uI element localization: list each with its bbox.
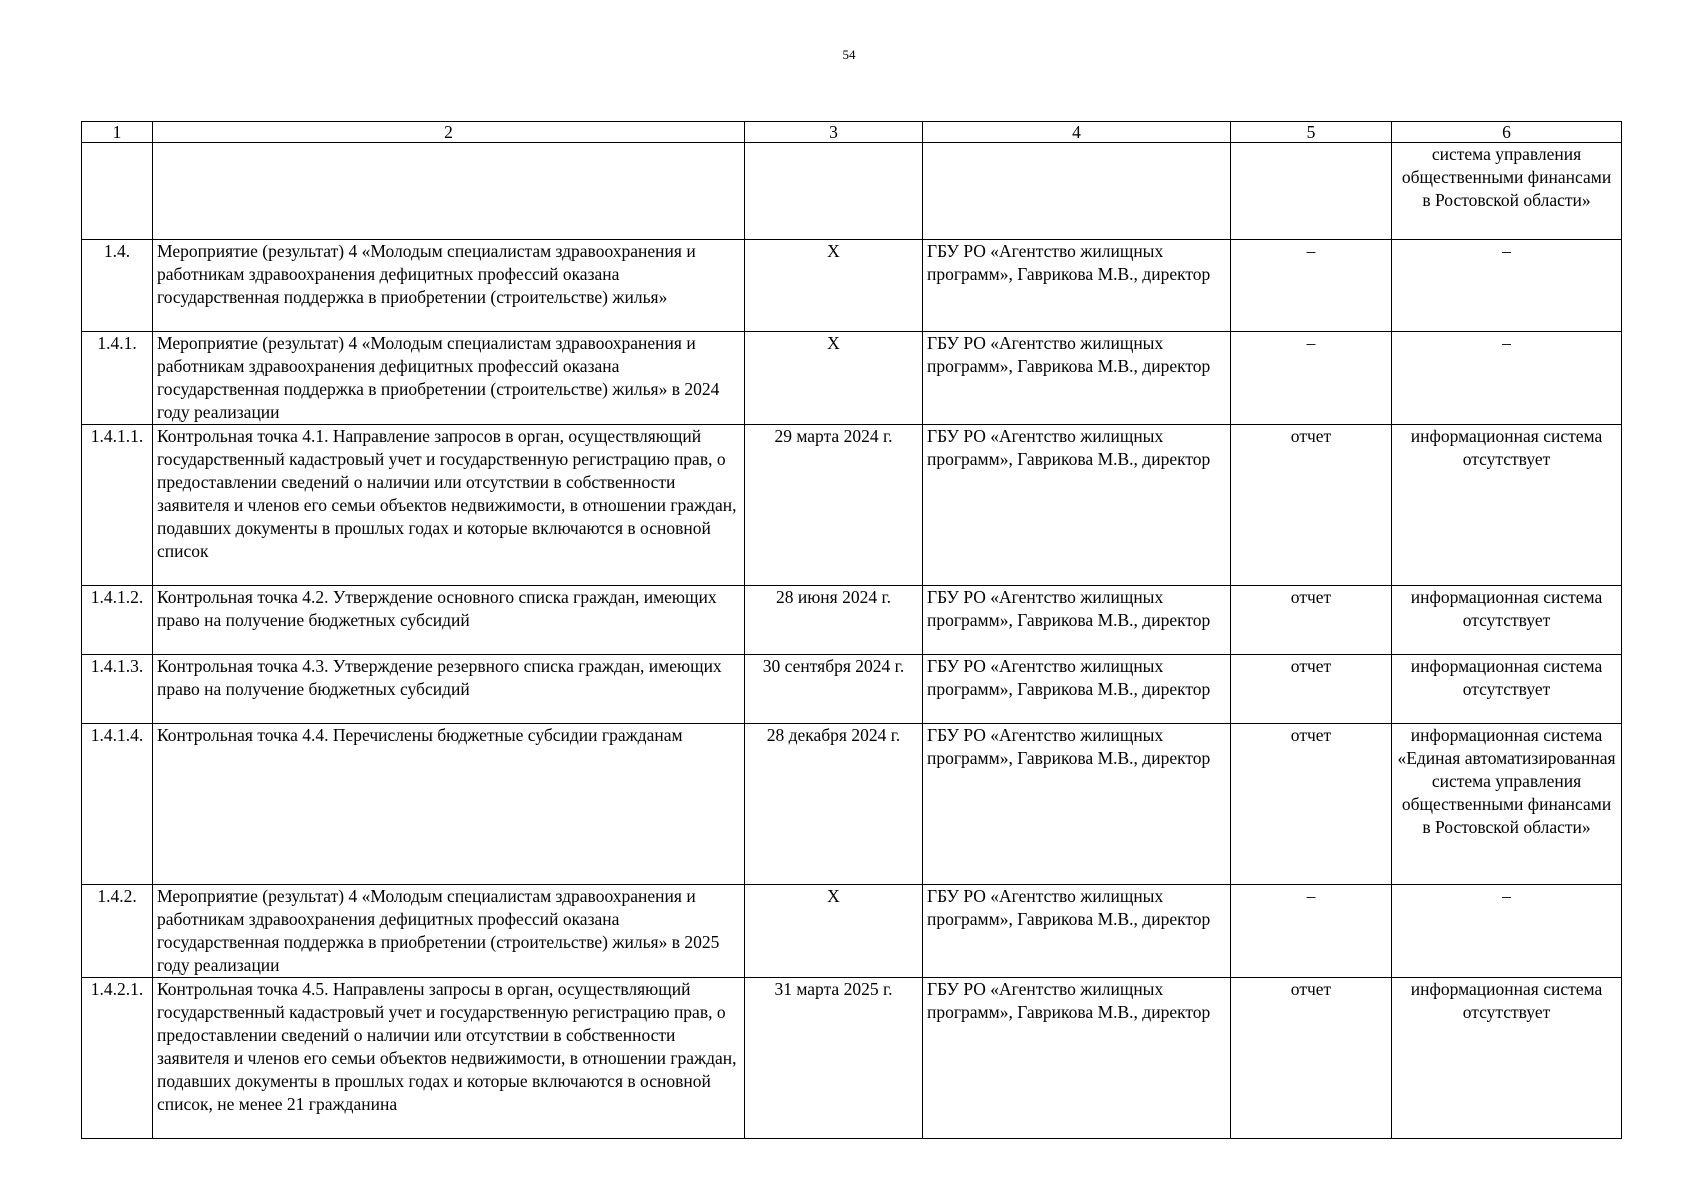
table-row: [82, 885, 1622, 978]
item-date: Х: [745, 332, 923, 425]
item-name: Контрольная точка 4.5. Направлены запросы в орган, осуществляющий государственный кадастровый учет и государственную регистрацию прав, о предоставлении сведений о наличии или отсутствии в собственности заявителя и членов его семьи объектов недвижимости, в отношении граждан, подавших документы в прошлых годах и которые включаются в основной список, не менее 21 гражданина: [153, 978, 745, 1139]
control-points-table: [81, 121, 1622, 1139]
item-name: Мероприятие (результат) 4 «Молодым специалистам здравоохранения и работникам здравоохранения дефицитных профессий оказана государственная поддержка в приобретении (строительстве) жилья»: [153, 240, 745, 332]
item-date: 30 сентября 2024 г.: [745, 655, 923, 724]
item-number: [82, 143, 153, 240]
item-info-system: информационная система отсутствует: [1392, 586, 1622, 655]
item-responsible: ГБУ РО «Агентство жилищных программ», Гаврикова М.В., директор: [923, 655, 1231, 724]
item-number: 1.4.: [82, 240, 153, 332]
table-row: [82, 586, 1622, 655]
item-name: Контрольная точка 4.3. Утверждение резервного списка граждан, имеющих право на получение бюджетных субсидий: [153, 655, 745, 724]
item-number: 1.4.1.3.: [82, 655, 153, 724]
column-number: 1: [82, 122, 153, 143]
item-responsible: ГБУ РО «Агентство жилищных программ», Гаврикова М.В., директор: [923, 885, 1231, 978]
item-name: Контрольная точка 4.4. Перечислены бюджетные субсидии гражданам: [153, 724, 745, 885]
item-name: Контрольная точка 4.1. Направление запросов в орган, осуществляющий государственный кадастровый учет и государственную регистрацию прав, о предоставлении сведений о наличии или отсутствии в собственности заявителя и членов его семьи объектов недвижимости, в отношении граждан, подавших документы в прошлых годах и которые включаются в основной список: [153, 425, 745, 586]
item-name: Мероприятие (результат) 4 «Молодым специалистам здравоохранения и работникам здравоохранения дефицитных профессий оказана государственная поддержка в приобретении (строительстве) жилья» в 2025 году реализации: [153, 885, 745, 978]
column-number: 6: [1392, 122, 1622, 143]
item-date: 28 июня 2024 г.: [745, 586, 923, 655]
item-date: [745, 143, 923, 240]
item-name: Мероприятие (результат) 4 «Молодым специалистам здравоохранения и работникам здравоохранения дефицитных профессий оказана государственная поддержка в приобретении (строительстве) жилья» в 2024 году реализации: [153, 332, 745, 425]
item-number: 1.4.1.2.: [82, 586, 153, 655]
item-responsible: ГБУ РО «Агентство жилищных программ», Гаврикова М.В., директор: [923, 978, 1231, 1139]
table-row: [82, 332, 1622, 425]
table-row: [82, 425, 1622, 586]
item-number: 1.4.1.: [82, 332, 153, 425]
item-document: отчет: [1231, 655, 1392, 724]
item-info-system: информационная система отсутствует: [1392, 978, 1622, 1139]
item-info-system: информационная система «Единая автоматизированная система управления общественными финансами в Ростовской области»: [1392, 724, 1622, 885]
item-responsible: ГБУ РО «Агентство жилищных программ», Гаврикова М.В., директор: [923, 724, 1231, 885]
item-responsible: ГБУ РО «Агентство жилищных программ», Гаврикова М.В., директор: [923, 240, 1231, 332]
item-date: Х: [745, 885, 923, 978]
table-row: [82, 240, 1622, 332]
column-number: 3: [745, 122, 923, 143]
table-row: [82, 143, 1622, 240]
item-document: отчет: [1231, 978, 1392, 1139]
item-info-system: –: [1392, 332, 1622, 425]
item-date: 28 декабря 2024 г.: [745, 724, 923, 885]
page-number: 54: [842, 47, 856, 62]
item-document: отчет: [1231, 586, 1392, 655]
table-row: [82, 655, 1622, 724]
item-responsible: ГБУ РО «Агентство жилищных программ», Гаврикова М.В., директор: [923, 425, 1231, 586]
item-info-system: информационная система отсутствует: [1392, 655, 1622, 724]
item-name: [153, 143, 745, 240]
column-number: 5: [1231, 122, 1392, 143]
column-number: 2: [153, 122, 745, 143]
item-date: 29 марта 2024 г.: [745, 425, 923, 586]
item-document: –: [1231, 240, 1392, 332]
item-name: Контрольная точка 4.2. Утверждение основного списка граждан, имеющих право на получение бюджетных субсидий: [153, 586, 745, 655]
item-date: Х: [745, 240, 923, 332]
table-row: [82, 978, 1622, 1139]
item-responsible: ГБУ РО «Агентство жилищных программ», Гаврикова М.В., директор: [923, 586, 1231, 655]
item-document: –: [1231, 885, 1392, 978]
item-number: 1.4.2.: [82, 885, 153, 978]
item-info-system: информационная система отсутствует: [1392, 425, 1622, 586]
column-number: 4: [923, 122, 1231, 143]
item-info-system: –: [1392, 240, 1622, 332]
item-date: 31 марта 2025 г.: [745, 978, 923, 1139]
item-number: 1.4.1.1.: [82, 425, 153, 586]
item-document: [1231, 143, 1392, 240]
item-info-system: –: [1392, 885, 1622, 978]
item-info-system: система управления общественными финансами в Ростовской области»: [1392, 143, 1622, 240]
item-responsible: ГБУ РО «Агентство жилищных программ», Гаврикова М.В., директор: [923, 332, 1231, 425]
item-document: отчет: [1231, 425, 1392, 586]
item-number: 1.4.2.1.: [82, 978, 153, 1139]
item-responsible: [923, 143, 1231, 240]
table-row: [82, 724, 1622, 885]
item-number: 1.4.1.4.: [82, 724, 153, 885]
item-document: отчет: [1231, 724, 1392, 885]
item-document: –: [1231, 332, 1392, 425]
column-number-row: [82, 122, 1622, 143]
